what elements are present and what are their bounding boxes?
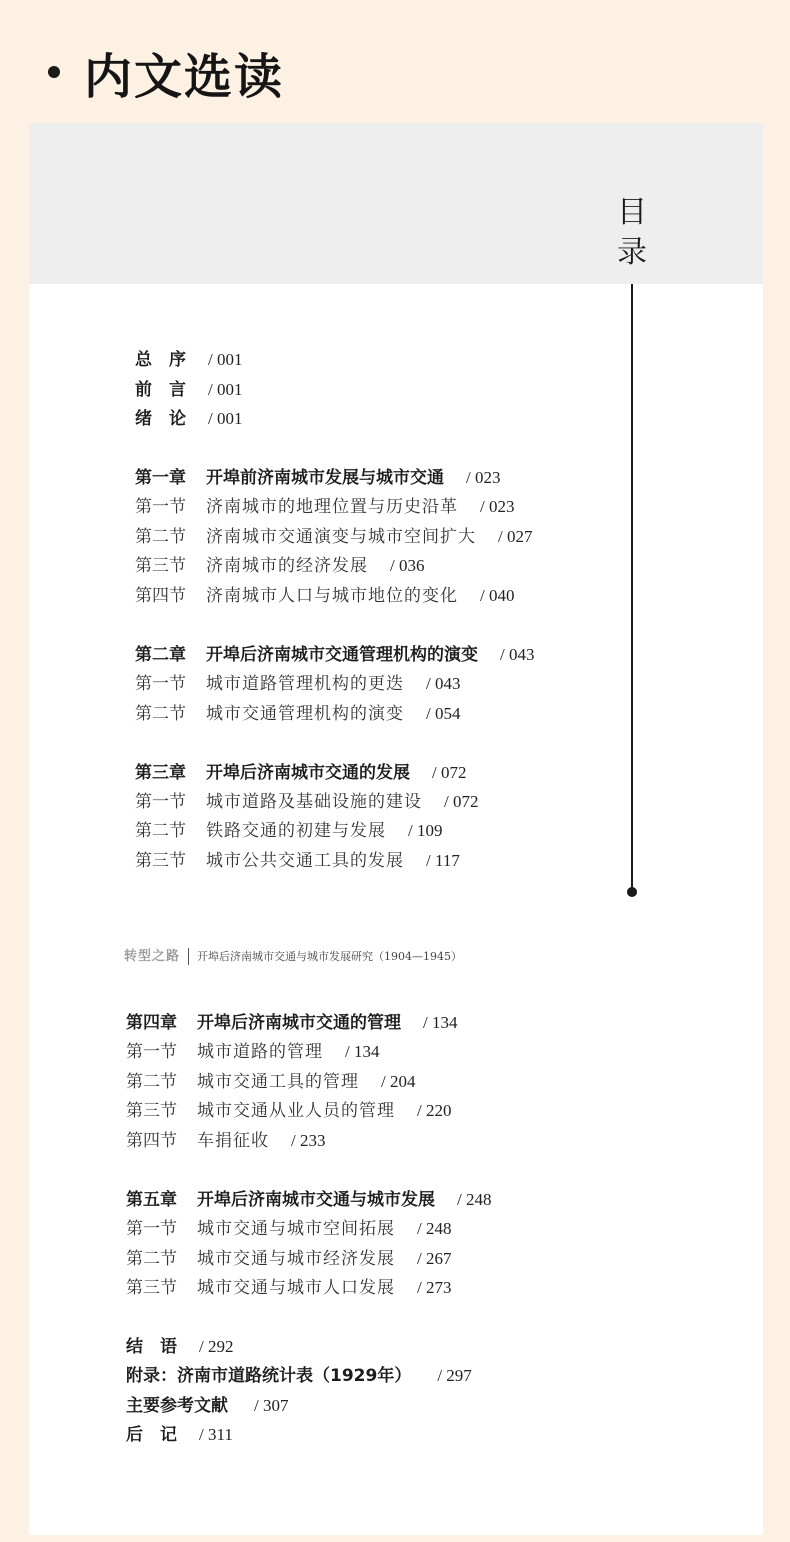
toc-entry-title: 开埠前济南城市发展与城市交通 (206, 468, 444, 488)
toc-entry-label: 附录：济南市道路统计表（1929年） (126, 1366, 412, 1386)
toc-entry-page: / 134 (423, 1013, 458, 1032)
rule-end-dot-icon (627, 887, 637, 897)
toc-header-band (29, 123, 763, 284)
toc-entry[interactable] (135, 349, 242, 371)
toc-entry-title: 济南城市的地理位置与历史沿革 (206, 497, 458, 517)
section-title: 内文选读 (84, 49, 285, 105)
toc-entry[interactable] (135, 673, 460, 695)
toc-entry-label: 第一节 (126, 1042, 177, 1062)
toc-entry-page: / 023 (466, 468, 501, 487)
toc-entry-page: / 109 (408, 821, 443, 840)
toc-entry-label: 第二节 (135, 527, 186, 547)
toc-entry-page: / 001 (208, 409, 243, 428)
toc-heading (617, 193, 647, 273)
toc-entry[interactable] (135, 585, 514, 607)
toc-entry-title: 济南城市的经济发展 (206, 556, 368, 576)
toc-entry[interactable] (135, 526, 532, 548)
toc-entry[interactable] (126, 1100, 451, 1122)
toc-entry-page: / 292 (199, 1337, 234, 1356)
toc-entry[interactable] (126, 1189, 491, 1211)
toc-entry-title: 城市交通工具的管理 (197, 1072, 359, 1092)
toc-entry-label: 第四节 (126, 1131, 177, 1151)
toc-entry-page: / 117 (426, 851, 460, 870)
toc-entry[interactable] (126, 1424, 233, 1446)
toc-entry-label: 主要参考文献 (126, 1396, 228, 1416)
toc-entry-page: / 297 (437, 1366, 472, 1385)
toc-entry-label: 第三章 (135, 763, 186, 783)
running-header-text: 开埠后济南城市交通与城市发展研究（1904—1945） (197, 950, 463, 963)
toc-entry-title: 城市交通管理机构的演变 (206, 704, 404, 724)
toc-entry-title: 城市道路管理机构的更迭 (206, 674, 404, 694)
toc-entry[interactable] (126, 1277, 451, 1299)
toc-entry-page: / 267 (417, 1249, 452, 1268)
toc-entry-label: 第二节 (126, 1072, 177, 1092)
toc-entry-label: 结 语 (126, 1337, 177, 1357)
toc-entry-label: 第二节 (135, 704, 186, 724)
toc-entry-page: / 311 (199, 1425, 233, 1444)
toc-entry-page: / 248 (417, 1219, 452, 1238)
toc-entry[interactable] (126, 1012, 457, 1034)
series-mark: 转型之路 (124, 949, 181, 964)
toc-entry-page: / 001 (208, 380, 243, 399)
toc-entry[interactable] (135, 408, 242, 430)
toc-heading-char: 目 (617, 195, 647, 230)
toc-entry-label: 第一节 (126, 1219, 177, 1239)
toc-entry-page: / 220 (417, 1101, 452, 1120)
toc-entry-label: 前 言 (135, 380, 186, 400)
toc-entry-label: 第二节 (135, 821, 186, 841)
bullet-dot-icon (48, 66, 60, 78)
toc-entry[interactable] (126, 1365, 472, 1387)
toc-entry-title: 城市公共交通工具的发展 (206, 851, 404, 871)
toc-entry-page: / 023 (480, 497, 515, 516)
toc-entry[interactable] (135, 820, 442, 842)
toc-entry-label: 第三节 (135, 851, 186, 871)
toc-entry-label: 总 序 (135, 350, 186, 370)
toc-entry-label: 第一节 (135, 497, 186, 517)
toc-entry-title: 济南城市人口与城市地位的变化 (206, 586, 458, 606)
toc-entry-title: 开埠后济南城市交通的发展 (206, 763, 410, 783)
toc-entry-page: / 040 (480, 586, 515, 605)
toc-entry-page: / 027 (498, 527, 533, 546)
toc-entry-title: 城市道路及基础设施的建设 (206, 792, 422, 812)
toc-entry-label: 绪 论 (135, 409, 186, 429)
toc-entry-page: / 248 (457, 1190, 492, 1209)
toc-entry-title: 开埠后济南城市交通管理机构的演变 (206, 645, 478, 665)
toc-entry-label: 第二章 (135, 645, 186, 665)
toc-entry-page: / 072 (432, 763, 467, 782)
toc-entry-page: / 204 (381, 1072, 416, 1091)
toc-entry-label: 第五章 (126, 1190, 177, 1210)
toc-entry[interactable] (126, 1130, 325, 1152)
toc-entry[interactable] (135, 555, 424, 577)
toc-entry[interactable] (135, 791, 478, 813)
toc-entry-label: 第二节 (126, 1249, 177, 1269)
toc-entry-title: 济南城市交通演变与城市空间扩大 (206, 527, 476, 547)
toc-entry[interactable] (126, 1336, 233, 1358)
toc-entry-page: / 307 (254, 1396, 289, 1415)
toc-entry-label: 第三节 (126, 1278, 177, 1298)
toc-entry-label: 第一节 (135, 792, 186, 812)
toc-entry-page: / 001 (208, 350, 243, 369)
toc-entry-title: 开埠后济南城市交通的管理 (197, 1013, 401, 1033)
toc-entry-title: 城市交通与城市人口发展 (197, 1278, 395, 1298)
toc-entry-label: 后 记 (126, 1425, 177, 1445)
toc-entry[interactable] (135, 379, 242, 401)
toc-entry[interactable] (135, 496, 514, 518)
running-header-divider (188, 948, 189, 965)
toc-entry-label: 第三节 (126, 1101, 177, 1121)
toc-entry-title: 车捐征收 (197, 1131, 269, 1151)
toc-entry[interactable] (135, 703, 460, 725)
toc-card (29, 123, 763, 1535)
toc-entry-title: 城市道路的管理 (197, 1042, 323, 1062)
toc-entry-label: 第四节 (135, 586, 186, 606)
toc-entry[interactable] (135, 762, 466, 784)
toc-entry-title: 城市交通与城市经济发展 (197, 1249, 395, 1269)
toc-entry[interactable] (135, 644, 534, 666)
toc-entry-title: 铁路交通的初建与发展 (206, 821, 386, 841)
toc-entry-page: / 233 (291, 1131, 326, 1150)
toc-entry-label: 第一节 (135, 674, 186, 694)
toc-entry-page: / 072 (444, 792, 479, 811)
toc-entry-title: 开埠后济南城市交通与城市发展 (197, 1190, 435, 1210)
toc-entry-label: 第三节 (135, 556, 186, 576)
toc-entry-page: / 134 (345, 1042, 380, 1061)
toc-entry[interactable] (126, 1041, 379, 1063)
toc-entry[interactable] (126, 1071, 415, 1093)
toc-entry[interactable] (135, 467, 500, 489)
toc-vertical-rule (631, 284, 633, 892)
toc-entry-page: / 043 (500, 645, 535, 664)
toc-entry-page: / 036 (390, 556, 425, 575)
toc-entry-page: / 043 (426, 674, 461, 693)
toc-heading-char: 录 (617, 235, 647, 270)
toc-entry[interactable] (135, 850, 460, 872)
running-header (124, 947, 462, 966)
toc-entry-title: 城市交通与城市空间拓展 (197, 1219, 395, 1239)
toc-entry-page: / 054 (426, 704, 461, 723)
toc-entry-title: 城市交通从业人员的管理 (197, 1101, 395, 1121)
toc-entry[interactable] (126, 1395, 288, 1417)
toc-entry-page: / 273 (417, 1278, 452, 1297)
toc-entry-label: 第一章 (135, 468, 186, 488)
toc-entry[interactable] (126, 1218, 451, 1240)
toc-entry[interactable] (126, 1248, 451, 1270)
toc-entry-label: 第四章 (126, 1013, 177, 1033)
